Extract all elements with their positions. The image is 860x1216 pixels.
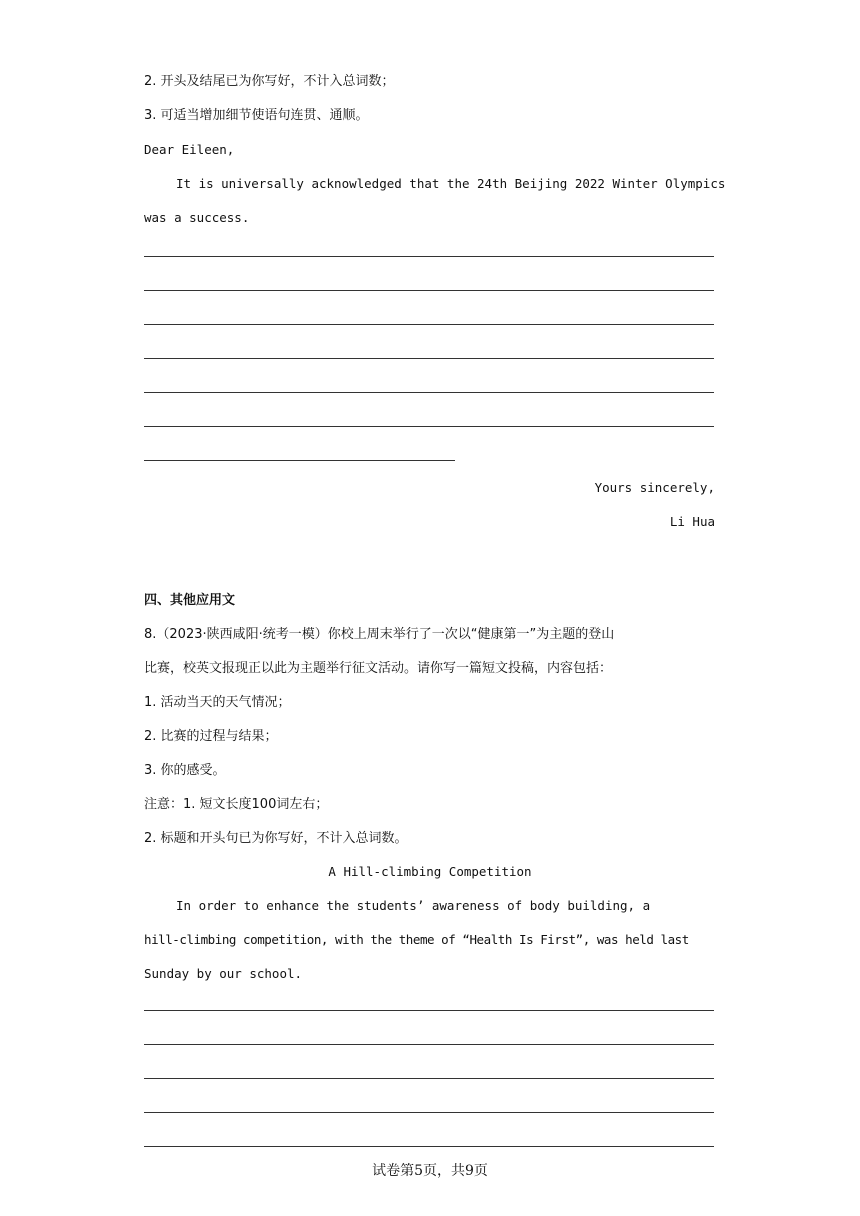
writing-line [144, 1010, 714, 1011]
letter-opening-line-1: It is universally acknowledged that the 24th Beijing 2022 Winter Olympics [176, 176, 726, 191]
letter-signature: Li Hua [669, 514, 715, 529]
essay-title: A Hill-climbing Competition [328, 864, 532, 879]
letter-salutation: Dear Eileen, [144, 142, 235, 157]
content-item-2: 2. 比赛的过程与结果； [144, 729, 278, 744]
writing-line [144, 426, 714, 427]
section-heading: 四、其他应用文 [144, 593, 236, 608]
attention-note-1: 注意：1. 短文长度100词左右； [144, 797, 329, 812]
writing-line [144, 256, 714, 257]
question-line-1: 8.（2023·陕西咸阳·统考一模）你校上周末举行了一次以“健康第一”为主题的登山 [144, 627, 615, 642]
writing-line [144, 1078, 714, 1079]
writing-line [144, 1044, 714, 1045]
essay-opening-line-2: hill-climbing competition, with the theme of “Health Is First”, was held last [144, 932, 689, 947]
writing-line [144, 324, 714, 325]
instruction-note-2: 2. 开头及结尾已为你写好，不计入总词数； [144, 74, 395, 89]
writing-line [144, 392, 714, 393]
writing-line [144, 1112, 714, 1113]
attention-note-2: 2. 标题和开头句已为你写好，不计入总词数。 [144, 831, 408, 846]
writing-line [144, 460, 455, 461]
letter-closing: Yours sincerely, [594, 480, 715, 495]
essay-opening-line-3: Sunday by our school. [144, 966, 303, 981]
writing-line [144, 358, 714, 359]
essay-opening-line-1: In order to enhance the students’ awareness of body building, a [176, 898, 651, 913]
page-footer: 试卷第5页，共9页 [372, 1163, 488, 1179]
letter-opening-line-2: was a success. [144, 210, 250, 225]
writing-line [144, 1146, 714, 1147]
content-item-1: 1. 活动当天的天气情况； [144, 695, 291, 710]
writing-line [144, 290, 714, 291]
content-item-3: 3. 你的感受。 [144, 763, 226, 778]
instruction-note-3: 3. 可适当增加细节使语句连贯、通顺。 [144, 108, 369, 123]
question-line-2: 比赛，校英文报现正以此为主题举行征文活动。请你写一篇短文投稿，内容包括： [144, 661, 613, 676]
